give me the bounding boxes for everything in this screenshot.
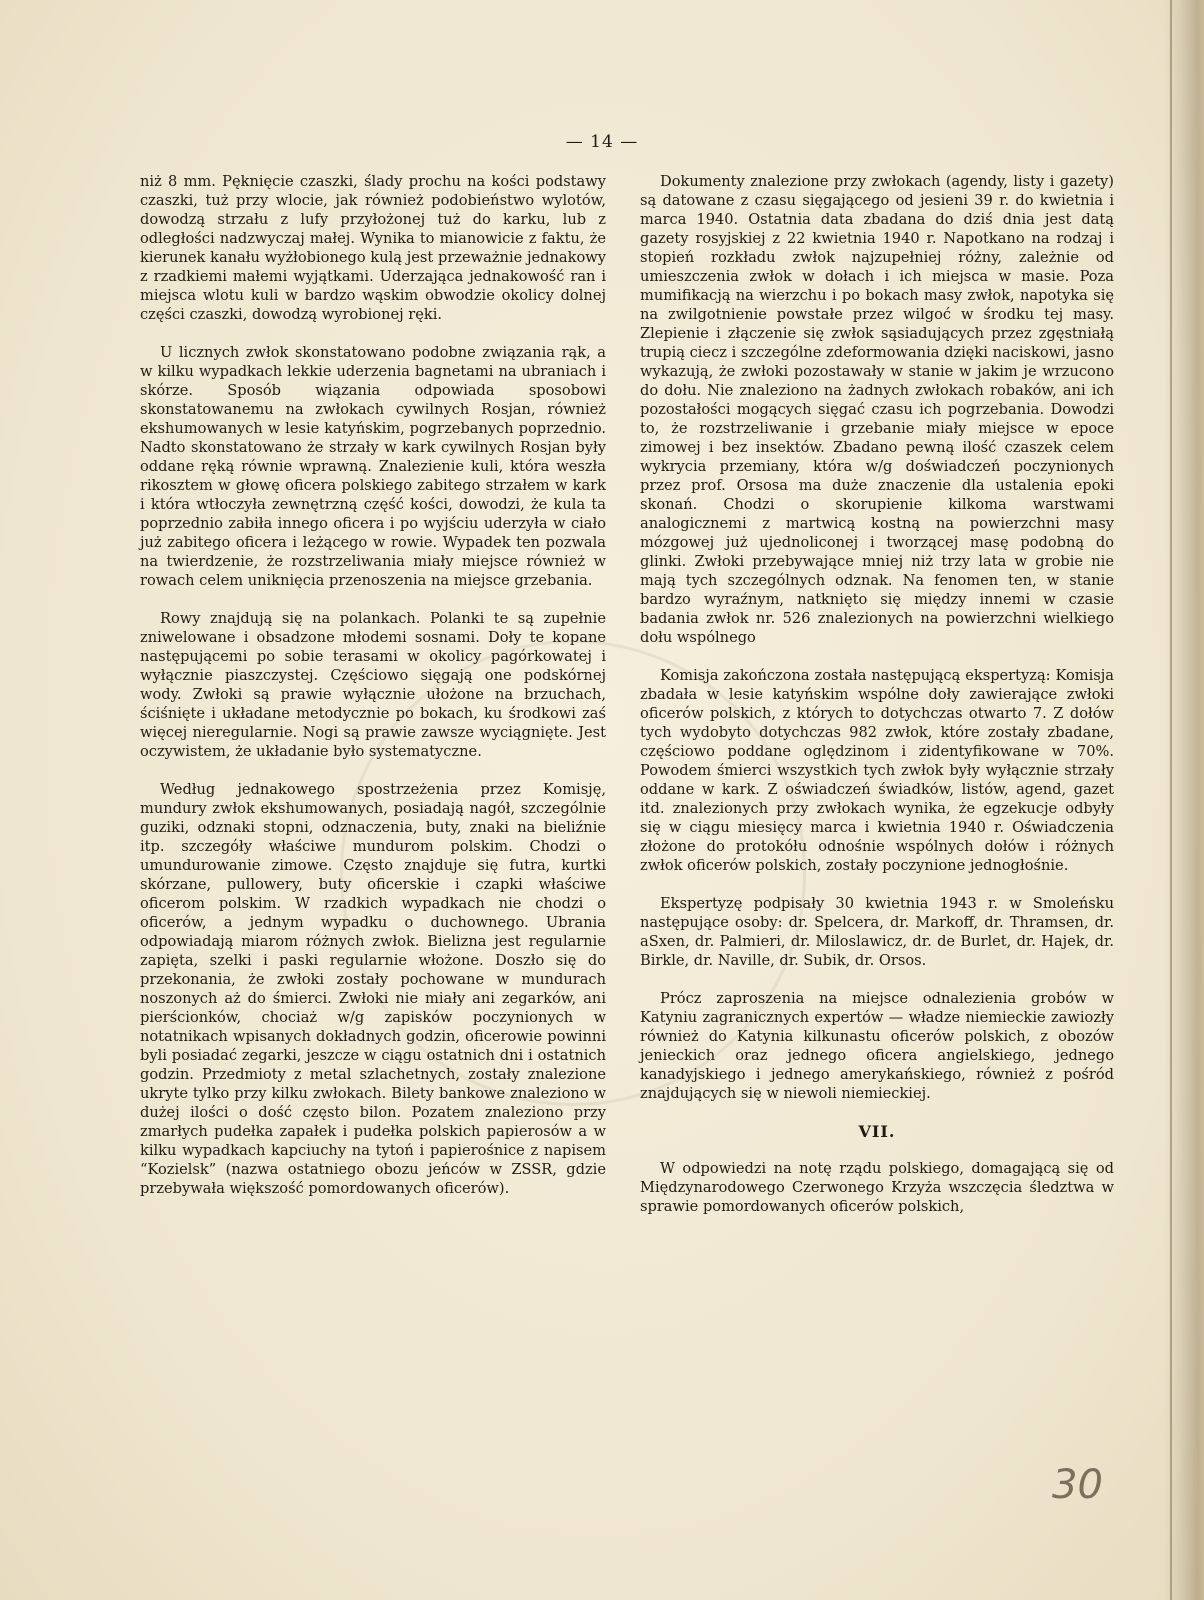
paragraph: W odpowiedzi na notę rządu polskiego, domagającą się od Międzynarodowego Czerwonego Krzyża wszczęcia śledztwa w sprawie pomordowanych oficerów polskich, xyxy=(640,1160,1114,1215)
paragraph: niż 8 mm. Pęknięcie czaszki, ślady prochu na kości podstawy czaszki, tuż przy wlocie, jak również podobieństwo wylotów, dowodzą strzału z lufy przyłożonej tuż do karku, lub z odległości nadzwyczaj małej. Wynika to mianowicie z faktu, że kierunek kanału wyżłobionego kulą jest przeważnie jednakowy z rzadkiemi małemi wyjątkami. Uderzająca jednakowość ran i miejsca wlotu kuli w bardzo wąskim obwodzie okolicy dolnej części czaszki, dowodzą wyrobionej ręki. xyxy=(140,173,606,323)
section-heading: VII. xyxy=(858,1122,896,1141)
page-fold-line xyxy=(1170,0,1172,1600)
page-number: — 14 — xyxy=(565,132,639,152)
handwritten-page-number: 30 xyxy=(1052,1462,1103,1508)
paragraph: Rowy znajdują się na polankach. Polanki te są zupełnie zniwelowane i obsadzone młodemi sosnami. Doły te kopane następującemi po sobie terasami w okolicy pagórkowatej i wyłącznie piaszczystej. Częściowo sięgają one podskórnej wody. Zwłoki są prawie wyłącznie ułożone na brzuchach, ściśnięte i układane metodycznie po bokach, ku środkowi zaś więcej nieregularnie. Nogi są prawie zawsze wyciągnięte. Jest oczywistem, że układanie było systematyczne. xyxy=(140,610,606,760)
paragraph: Prócz zaproszenia na miejsce odnalezienia grobów w Katyniu zagranicznych expertów — władze niemieckie zawiozły również do Katynia kilkunastu oficerów polskich, z obozów jenieckich oraz jednego oficera angielskiego, jednego kanadyjskiego i jednego amerykańskiego, również z pośród znajdujących się w niewoli niemieckiej. xyxy=(640,990,1114,1102)
paragraph: Według jednakowego spostrzeżenia przez Komisję, mundury zwłok ekshumowanych, posiadają nagół, szczególnie guziki, odznaki stopni, odznaczenia, buty, znaki na bieliźnie itp. szczegóły właściwe mundurom polskim. Chodzi o umundurowanie zimowe. Często znajduje się futra, kurtki skórzane, pullowery, buty oficerskie i czapki właściwe oficerom polskim. W rzadkich wypadkach nie chodzi o oficerów, a jednym wypadku o duchownego. Ubrania odpowiadają miarom różnych zwłok. Bielizna jest regularnie zapięta, szelki i paski regularnie włożone. Doszło się do przekonania, że zwłoki zostały pochowane w mundurach noszonych aż do śmierci. Zwłoki nie miały ani zegarków, ani pierścionków, chociaż w/g zapisków poczynionych w notatnikach wpisanych dokładnych godzin, oficerowie powinni byli posiadać zegarki, jeszcze w ciągu ostatnich dni i ostatnich godzin. Przedmioty z metal szlachetnych, zostały znalezione ukryte tylko przy kilku zwłokach. Bilety bankowe znaleziono w dużej ilości o dość często bilon. Pozatem znaleziono przy zmarłych pudełka zapałek i pudełka polskich papierosów a w kilku wypadkach kapciuchy na tytoń i papierośnice z napisem “Kozielsk” (nazwa ostatniego obozu jeńców w ZSSR, gdzie przebywała większość pomordowanych oficerów). xyxy=(140,781,606,1197)
left-column xyxy=(140,172,606,1217)
right-column xyxy=(640,172,1114,1235)
paragraph: Ekspertyzę podpisały 30 kwietnia 1943 r. w Smoleńsku następujące osoby: dr. Spelcera, dr. Markoff, dr. Thramsen, dr. aSxen, dr. Palmieri, dr. Miloslawicz, dr. de Burlet, dr. Hajek, dr. Birkle, dr. Naville, dr. Subik, dr. Orsos. xyxy=(640,895,1114,969)
paragraph: Komisja zakończona została następującą ekspertyzą: Komisja zbadała w lesie katyńskim wspólne doły zawierające zwłoki oficerów polskich, z których to dotychczas otwarto 7. Z dołów tych wydobyto dotychczas 982 zwłok, które zostały zbadane, częściowo poddane oględzinom i zidentyfikowane w 70%. Powodem śmierci wszystkich tych zwłok były wyłącznie strzały oddane w kark. Z oświadczeń świadków, listów, agend, gazet itd. znalezionych przy zwłokach wynika, że egzekucje odbyły się w ciągu miesięcy marca i kwietnia 1940 r. Oświadczenia złożone do protokółu odnośnie wspólnych dołów i różnych zwłok oficerów polskich, zostały poczynione jednogłośnie. xyxy=(640,667,1114,874)
paragraph: U licznych zwłok skonstatowano podobne związania rąk, a w kilku wypadkach lekkie uderzenia bagnetami na ubraniach i skórze. Sposób wiązania odpowiada sposobowi skonstatowanemu na zwłokach cywilnych Rosjan, również ekshumowanych w lesie katyńskim, pogrzebanych poprzednio. Nadto skonstatowano że strzały w kark cywilnych Rosjan były oddane ręką równie wprawną. Znalezienie kuli, która weszła rikosztem w głowę oficera polskiego zabitego strzałem w kark i która wtłoczyła zewnętrzną część kości, dowodzi, że kula ta poprzednio zabiła innego oficera i po wyjściu uderzyła w ciało już zabitego oficera i leżącego w rowie. Wypadek ten pozwala na twierdzenie, że rozstrzeliwania miały miejsce również w rowach celem uniknięcia przenoszenia na miejsce grzebania. xyxy=(140,344,606,589)
paragraph: Dokumenty znalezione przy zwłokach (agendy, listy i gazety) są datowane z czasu sięgającego od jesieni 39 r. do kwietnia i marca 1940. Ostatnia data zbadana do dziś dnia jest datą gazety rosyjskiej z 22 kwietnia 1940 r. Napotkano na rodzaj i stopień rozkładu zwłok najzupełniej różny, zależnie od umieszczenia zwłok w dołach i ich miejsca w masie. Poza mumifikacją na wierzchu i po bokach masy zwłok, napotyka się na zwilgotnienie powstałe przez wilgoć w środku tej masy. Zlepienie i złączenie się zwłok sąsiadujących przez zgęstniałą trupią ciecz i szczególne zdeformowania dzięki naciskowi, jasno wykazują, że zwłoki pozostawały w stanie w jakim je wrzucono do dołu. Nie znaleziono na żadnych zwłokach robaków, ani ich pozostałości mogących sięgać czasu ich pogrzebania. Dowodzi to, że rozstrzeliwanie i grzebanie miały miejsce w epoce zimowej i bez insektów. Zbadano pewną ilość czaszek celem wykrycia przemiany, która w/g doświadczeń poczynionych przez prof. Orsosa ma duże znaczenie dla ustalenia epoki skonań. Chodzi o skorupienie kilkoma warstwami analogicznemi z martwicą kostną na powierzchni masy mózgowej już ujednoliconej i tworzącej masę podobną do glinki. Zwłoki przebywające mniej niż trzy lata w grobie nie mają tych szczególnych odznak. Na fenomen ten, w stanie bardzo wyraźnym, natknięto się między innemi w czasie badania zwłok nr. 526 znalezionych na powierzchni wielkiego dołu wspólnego xyxy=(640,173,1114,646)
